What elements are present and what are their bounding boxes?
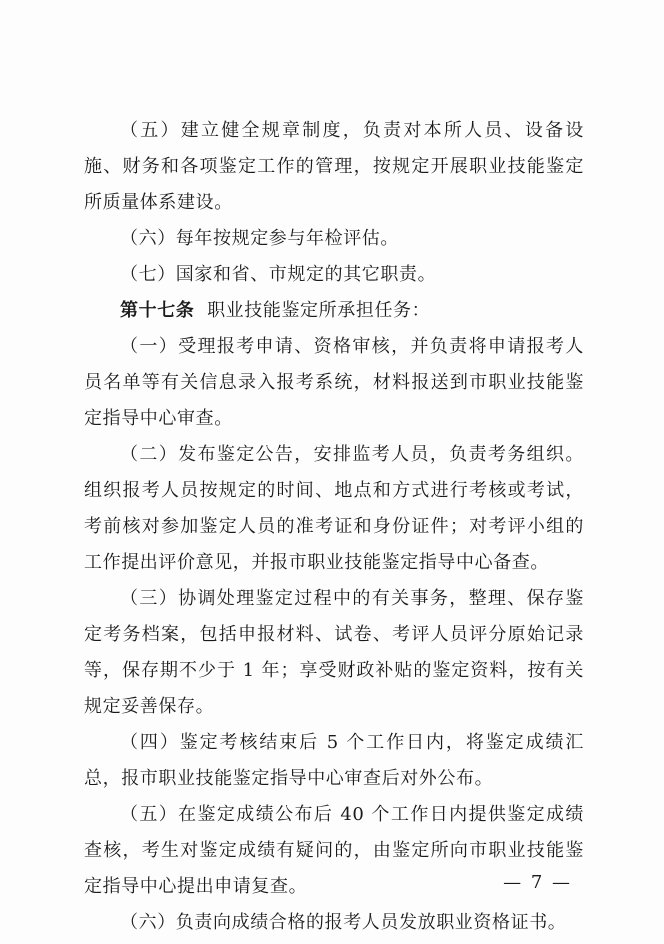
task-item-6: （六）负责向成绩合格的报考人员发放职业资格证书。	[120, 912, 567, 933]
task-item-4: （四）鉴定考核结束后 5 个工作日内，将鉴定成绩汇总，报市职业技能鉴定指导中心审查后对外公布。	[84, 732, 584, 789]
paragraph-item-6-annual-inspection: （六）每年按规定参与年检评估。	[120, 228, 399, 249]
task-item-1: （一）受理报考申请、资格审核，并负责将申请报考人员名单等有关信息录入报考系统，材料报送到市职业技能鉴定指导中心审查。	[84, 336, 584, 429]
article-17-heading-text: 职业技能鉴定所承担任务：	[207, 300, 431, 321]
article-17-heading: 第十七条	[120, 300, 195, 321]
article-17	[84, 293, 584, 329]
article-17-spacer	[194, 300, 207, 321]
page-number: — 7 —	[503, 872, 572, 893]
paragraph-item-7-other-duties: （七）国家和省、市规定的其它职责。	[120, 264, 437, 285]
document-body	[84, 113, 584, 941]
task-item-3: （三）协调处理鉴定过程中的有关事务，整理、保存鉴定考务档案，包括申报材料、试卷、考评人员评分原始记录等，保存期不少于 1 年；享受财政补贴的鉴定资料，按有关规定妥善保存。	[84, 588, 584, 717]
task-item-5: （五）在鉴定成绩公布后 40 个工作日内提供鉴定成绩查核，考生对鉴定成绩有疑问的，由鉴定所向市职业技能鉴定指导中心提出申请复查。	[84, 804, 584, 897]
task-item-2: （二）发布鉴定公告，安排监考人员，负责考务组织。组织报考人员按规定的时间、地点和方式进行考核或考试，考前核对参加鉴定人员的准考证和身份证件；对考评小组的工作提出评价意见，并报市职业技能鉴定指导中心备查。	[84, 444, 584, 573]
paragraph-item-5-rules: （五）建立健全规章制度，负责对本所人员、设备设施、财务和各项鉴定工作的管理，按规定开展职业技能鉴定所质量体系建设。	[84, 120, 584, 213]
